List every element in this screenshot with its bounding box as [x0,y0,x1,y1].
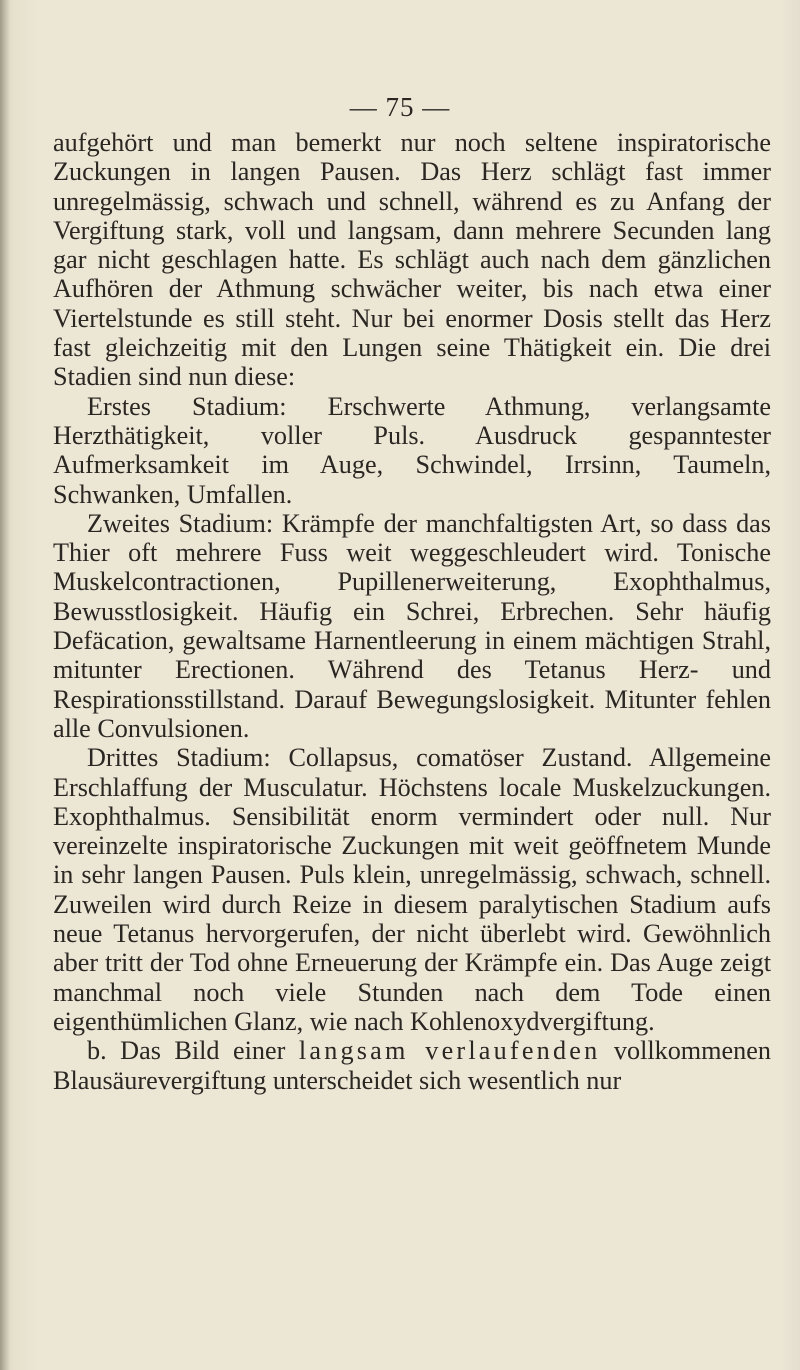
body-text [53,128,771,1095]
binding-edge [0,0,10,1370]
section-b-prefix: b. Das Bild einer [87,1036,299,1066]
paragraph-section-b [53,1036,771,1095]
paragraph-stage-three: Drittes Stadium: Collapsus, comatöser Zustand. Allgemeine Erschlaffung der Musculatur. Höchstens locale Muskelzuckungen. Exophthalmus. Sensibilität enorm vermindert oder null. Nur vereinzelte inspiratorische Zuckungen mit weit geöffnetem Munde in sehr langen Pausen. Puls klein, unregelmässig, schwach, schnell. Zuweilen wird durch Reize in diesem paralytischen Stadium aufs neue Tetanus hervorgerufen, der nicht überlebt wird. Gewöhnlich aber tritt der Tod ohne Erneuerung der Krämpfe ein. Das Auge zeigt manchmal noch viele Stunden nach dem Tode einen eigenthümlichen Glanz, wie nach Kohlenoxydvergiftung. [53,743,771,1036]
section-b-emphasis: langsam verlaufenden [298,1036,601,1066]
paragraph-continuation: aufgehört und man bemerkt nur noch seltene inspiratorische Zuckungen in langen Pausen. Das Herz schlägt fast immer unregelmässig, schwach und schnell, während es zu Anfang der Vergiftung stark, voll und langsam, dann mehrere Secunden lang gar nicht geschlagen hatte. Es schlägt auch nach dem gänzlichen Aufhören der Athmung schwächer weiter, bis nach etwa einer Viertelstunde es still steht. Nur bei enormer Dosis stellt das Herz fast gleichzeitig mit den Lungen seine Thätigkeit ein. Die drei Stadien sind nun diese: [53,128,771,392]
page-number: — 75 — [349,92,451,122]
paragraph-stage-two: Zweites Stadium: Krämpfe der manchfaltigsten Art, so dass das Thier oft mehrere Fuss weit weggeschleudert wird. Tonische Muskelcontractionen, Pupillenerweiterung, Exophthalmus, Bewusstlosigkeit. Häufig ein Schrei, Erbrechen. Sehr häufig Defäcation, gewaltsame Harnentleerung in einem mächtigen Strahl, mitunter Erectionen. Während des Tetanus Herz- und Respirationsstillstand. Darauf Bewegungslosigkeit. Mitunter fehlen alle Convulsionen. [53,508,771,743]
paragraph-stage-one: Erstes Stadium: Erschwerte Athmung, verlangsamte Herzthätigkeit, voller Puls. Ausdruck gespanntester Aufmerksamkeit im Auge, Schwindel, Irrsinn, Taumeln, Schwanken, Umfallen. [53,391,771,509]
section-b-suffix: vollkommenen Blausäurevergiftung unterscheidet sich wesentlich nur [53,1036,771,1095]
